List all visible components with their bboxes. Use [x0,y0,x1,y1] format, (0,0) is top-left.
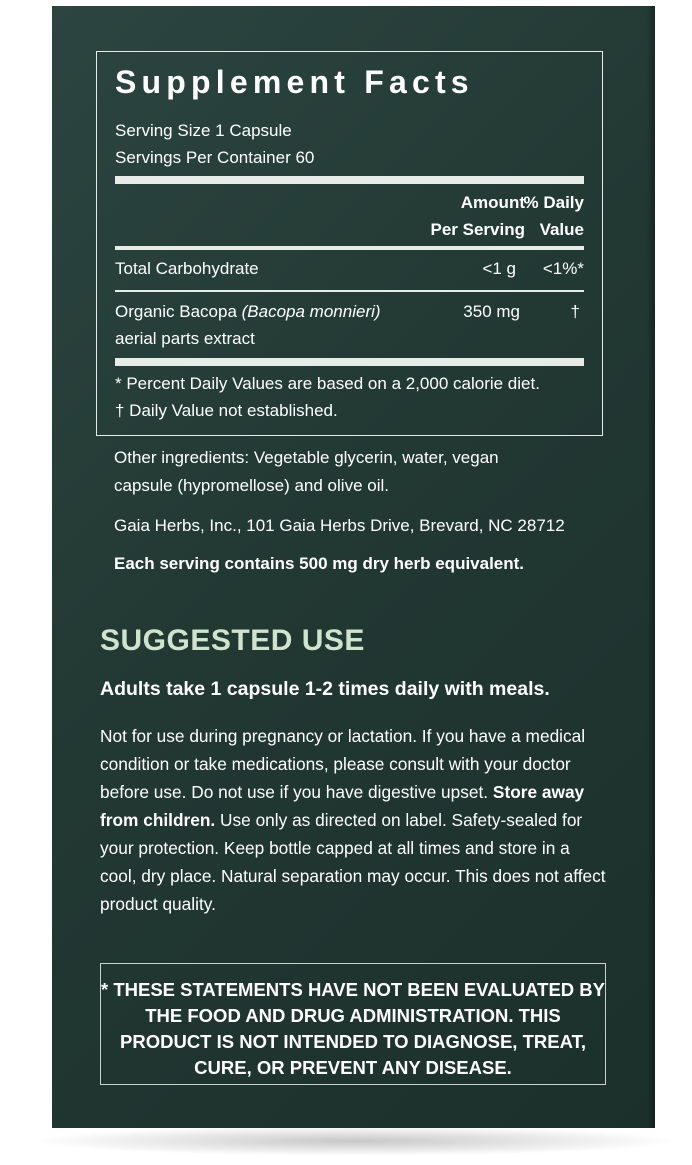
disclaimer-line2: THE FOOD AND DRUG ADMINISTRATION. THIS [145,1005,561,1026]
label-panel [52,6,655,1128]
thick-divider-bottom [115,358,584,366]
disclaimer-line4: CURE, OR PREVENT ANY DISEASE. [194,1057,512,1078]
ingredient-latin-name: (Bacopa monnieri) [241,302,381,321]
serving-size: Serving Size 1 Capsule [115,121,292,140]
amount-header-line2: Per Serving [430,220,525,239]
manufacturer-address: Gaia Herbs, Inc., 101 Gaia Herbs Drive, Brevard, NC 28712 [114,516,565,535]
nutrient-name: Total Carbohydrate [115,259,259,278]
amount-header-line1: Amount [460,193,525,212]
ingredient-name-prefix: Organic Bacopa [115,302,242,321]
warning-part1: Not for use during pregnancy or lactation. If you have a medical condition or take medications, please consult with your doctor before use. Do not use if you have digestive upset. [100,726,586,802]
ingredient-name-line2: aerial parts extract [115,329,255,348]
other-ingredients [114,444,499,500]
supplement-facts-title: Supplement Facts [115,64,474,100]
disclaimer-line3: PRODUCT IS NOT INTENDED TO DIAGNOSE, TREAT, [120,1031,586,1052]
supplement-facts-box [96,51,603,436]
daily-value-header [524,189,584,243]
ingredient-amount: 350 mg [463,302,520,321]
footnote-dagger: † Daily Value not established. [115,401,338,420]
nutrient-daily-value: <1%* [542,259,584,278]
suggested-use-directions: Adults take 1 capsule 1-2 times daily with meals. [100,678,550,700]
thick-divider-top [115,176,584,184]
warning-part2: Use only as directed on label. Safety-sealed for your protection. Keep bottle capped at all times and store in a cool, dry place. Natural separation may occur. This does not affect product quality. [100,810,606,914]
dv-header-line2: Value [539,220,584,239]
ingredient-daily-value: † [570,302,580,321]
product-shadow [30,1126,680,1156]
warning-text [100,722,610,918]
ingredient-name [115,302,381,322]
footnote-daily-values: * Percent Daily Values are based on a 2,000 calorie diet. [115,374,540,393]
panel-edge-shade [647,6,655,1128]
warning-children: Store away from children. [100,782,585,830]
suggested-use-title: SUGGESTED USE [100,624,365,657]
amount-per-serving-header [431,189,526,243]
other-ingredients-line2: capsule (hypromellose) and olive oil. [114,476,389,495]
other-ingredients-line1: Other ingredients: Vegetable glycerin, water, vegan [114,448,499,467]
fda-disclaimer [100,963,606,1085]
thin-divider [115,290,584,292]
nutrient-amount: <1 g [482,259,516,278]
servings-per-container: Servings Per Container 60 [115,148,315,167]
herb-equivalent: Each serving contains 500 mg dry herb equivalent. [114,554,525,573]
disclaimer-line1: * THESE STATEMENTS HAVE NOT BEEN EVALUATED BY [101,979,605,1000]
dv-header-line1: % Daily [523,193,584,212]
medium-divider [115,246,584,250]
